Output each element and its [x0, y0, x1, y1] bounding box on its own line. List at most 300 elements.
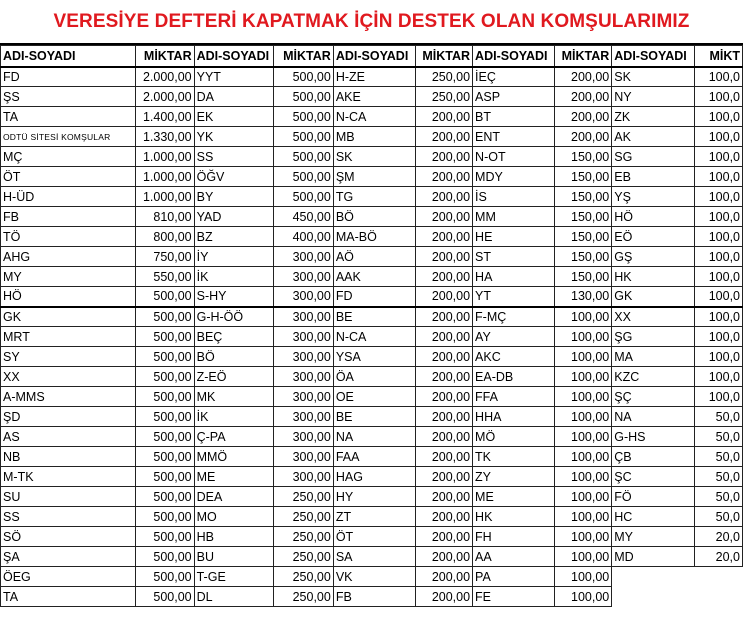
- donor-name-cell: ŞG: [612, 327, 695, 347]
- donor-amount-cell: 200,00: [415, 427, 472, 447]
- donor-name-cell: N-CA: [333, 327, 415, 347]
- header-amount: MİKT: [695, 46, 743, 67]
- donor-amount-cell: 1.400,00: [135, 107, 194, 127]
- donor-name-cell: FB: [1, 207, 136, 227]
- table-row: [1, 527, 743, 547]
- donor-name-cell: ZY: [473, 467, 555, 487]
- donor-name-cell: MB: [333, 127, 415, 147]
- empty-cell: [612, 567, 695, 587]
- donor-name-cell: HK: [612, 267, 695, 287]
- donor-amount-cell: 300,00: [274, 287, 334, 307]
- donor-amount-cell: 2.000,00: [135, 87, 194, 107]
- donor-name-cell: ST: [473, 247, 555, 267]
- donor-name-cell: MM: [473, 207, 555, 227]
- donor-amount-cell: 500,00: [274, 107, 334, 127]
- donor-amount-cell: 100,0: [695, 267, 743, 287]
- donor-name-cell: ZK: [612, 107, 695, 127]
- donor-name-cell: ODTÜ SİTESİ KOMŞULAR: [1, 127, 136, 147]
- title-bar: [0, 0, 743, 45]
- donor-amount-cell: 800,00: [135, 227, 194, 247]
- donor-name-cell: HB: [194, 527, 274, 547]
- donor-amount-cell: 500,00: [274, 167, 334, 187]
- donor-name-cell: FD: [333, 287, 415, 307]
- header-amount: MİKTAR: [274, 46, 334, 67]
- donor-name-cell: MMÖ: [194, 447, 274, 467]
- donor-amount-cell: 200,00: [415, 547, 472, 567]
- donor-name-cell: HÖ: [1, 287, 136, 307]
- donor-amount-cell: 300,00: [274, 407, 334, 427]
- donor-name-cell: BE: [333, 407, 415, 427]
- donor-amount-cell: 100,00: [555, 527, 612, 547]
- donor-name-cell: SS: [194, 147, 274, 167]
- donor-amount-cell: 500,00: [135, 547, 194, 567]
- table-row: [1, 487, 743, 507]
- donor-amount-cell: 200,00: [415, 327, 472, 347]
- donor-name-cell: TG: [333, 187, 415, 207]
- donor-amount-cell: 500,00: [135, 467, 194, 487]
- donor-name-cell: ÖEG: [1, 567, 136, 587]
- donor-name-cell: M-TK: [1, 467, 136, 487]
- donor-amount-cell: 250,00: [274, 547, 334, 567]
- donor-name-cell: FE: [473, 587, 555, 607]
- header-name: ADI-SOYADI: [333, 46, 415, 67]
- donor-amount-cell: 500,00: [135, 487, 194, 507]
- donor-amount-cell: 500,00: [135, 507, 194, 527]
- donor-name-cell: HC: [612, 507, 695, 527]
- donor-amount-cell: 100,00: [555, 367, 612, 387]
- donor-name-cell: AÖ: [333, 247, 415, 267]
- donor-amount-cell: 200,00: [415, 347, 472, 367]
- donor-name-cell: ŞÇ: [612, 387, 695, 407]
- donor-name-cell: MA-BÖ: [333, 227, 415, 247]
- donor-amount-cell: 500,00: [135, 567, 194, 587]
- donor-amount-cell: 100,00: [555, 547, 612, 567]
- table-row: [1, 467, 743, 487]
- donor-name-cell: ŞS: [1, 87, 136, 107]
- donor-name-cell: N-CA: [333, 107, 415, 127]
- donor-name-cell: İK: [194, 407, 274, 427]
- donor-amount-cell: 500,00: [274, 187, 334, 207]
- donor-amount-cell: 50,0: [695, 467, 743, 487]
- donor-amount-cell: 150,00: [555, 227, 612, 247]
- donor-name-cell: FAA: [333, 447, 415, 467]
- donor-amount-cell: 550,00: [135, 267, 194, 287]
- donor-amount-cell: 50,0: [695, 407, 743, 427]
- donor-name-cell: GK: [612, 287, 695, 307]
- donor-amount-cell: 20,0: [695, 527, 743, 547]
- donor-name-cell: G-H-ÖÖ: [194, 307, 274, 327]
- donor-name-cell: GK: [1, 307, 136, 327]
- donor-name-cell: DEA: [194, 487, 274, 507]
- donor-name-cell: AHG: [1, 247, 136, 267]
- donor-amount-cell: 200,00: [415, 527, 472, 547]
- table-row: [1, 87, 743, 107]
- donor-name-cell: HÖ: [612, 207, 695, 227]
- header-amount: MİKTAR: [555, 46, 612, 67]
- donor-name-cell: MRT: [1, 327, 136, 347]
- donor-amount-cell: 100,00: [555, 487, 612, 507]
- donor-name-cell: İY: [194, 247, 274, 267]
- donor-name-cell: HA: [473, 267, 555, 287]
- donor-name-cell: MD: [612, 547, 695, 567]
- donor-name-cell: YAD: [194, 207, 274, 227]
- donor-amount-cell: 500,00: [135, 407, 194, 427]
- donor-name-cell: AA: [473, 547, 555, 567]
- donor-amount-cell: 250,00: [274, 567, 334, 587]
- donor-name-cell: BY: [194, 187, 274, 207]
- donor-amount-cell: 100,00: [555, 447, 612, 467]
- donor-amount-cell: 200,00: [415, 147, 472, 167]
- donor-name-cell: BU: [194, 547, 274, 567]
- donor-name-cell: GŞ: [612, 247, 695, 267]
- table-row: [1, 327, 743, 347]
- donor-name-cell: AKE: [333, 87, 415, 107]
- table-row: [1, 227, 743, 247]
- donor-name-cell: TK: [473, 447, 555, 467]
- donor-name-cell: ASP: [473, 87, 555, 107]
- donor-table-container: [0, 45, 743, 625]
- donor-name-cell: EB: [612, 167, 695, 187]
- donor-amount-cell: 20,0: [695, 547, 743, 567]
- donor-amount-cell: 300,00: [274, 467, 334, 487]
- donor-name-cell: N-OT: [473, 147, 555, 167]
- donor-amount-cell: 450,00: [274, 207, 334, 227]
- donor-amount-cell: 200,00: [415, 127, 472, 147]
- donor-name-cell: ME: [473, 487, 555, 507]
- donor-amount-cell: 500,00: [274, 147, 334, 167]
- donor-amount-cell: 250,00: [274, 487, 334, 507]
- donor-amount-cell: 200,00: [415, 187, 472, 207]
- donor-name-cell: ŞD: [1, 407, 136, 427]
- empty-cell: [695, 587, 743, 607]
- donor-amount-cell: 1.330,00: [135, 127, 194, 147]
- donor-amount-cell: 100,0: [695, 387, 743, 407]
- header-name: ADI-SOYADI: [194, 46, 274, 67]
- donor-amount-cell: 1.000,00: [135, 167, 194, 187]
- donor-amount-cell: 200,00: [415, 287, 472, 307]
- donor-name-cell: EÖ: [612, 227, 695, 247]
- donor-amount-cell: 100,00: [555, 347, 612, 367]
- donor-amount-cell: 500,00: [135, 427, 194, 447]
- donor-name-cell: DL: [194, 587, 274, 607]
- donor-name-cell: HHA: [473, 407, 555, 427]
- donor-name-cell: AAK: [333, 267, 415, 287]
- donor-amount-cell: 150,00: [555, 267, 612, 287]
- donor-amount-cell: 100,00: [555, 427, 612, 447]
- donor-name-cell: FH: [473, 527, 555, 547]
- donor-amount-cell: 150,00: [555, 147, 612, 167]
- page-title: VERESİYE DEFTERİ KAPATMAK İÇİN DESTEK OLAN KOMŞULARIMIZ: [53, 10, 690, 32]
- donor-amount-cell: 100,0: [695, 287, 743, 307]
- donor-name-cell: MK: [194, 387, 274, 407]
- donor-name-cell: ÖĞV: [194, 167, 274, 187]
- donor-name-cell: EA-DB: [473, 367, 555, 387]
- donor-amount-cell: 100,0: [695, 247, 743, 267]
- header-name: ADI-SOYADI: [473, 46, 555, 67]
- table-row: [1, 127, 743, 147]
- donor-amount-cell: 100,00: [555, 507, 612, 527]
- donor-name-cell: ZT: [333, 507, 415, 527]
- donor-amount-cell: 2.000,00: [135, 67, 194, 87]
- donor-name-cell: H-ZE: [333, 67, 415, 87]
- donor-name-cell: SG: [612, 147, 695, 167]
- donor-amount-cell: 500,00: [135, 287, 194, 307]
- table-row: [1, 547, 743, 567]
- donor-amount-cell: 500,00: [274, 127, 334, 147]
- donor-amount-cell: 200,00: [555, 107, 612, 127]
- donor-name-cell: SÖ: [1, 527, 136, 547]
- donor-name-cell: YSA: [333, 347, 415, 367]
- donor-amount-cell: 810,00: [135, 207, 194, 227]
- donor-amount-cell: 200,00: [415, 167, 472, 187]
- donor-amount-cell: 50,0: [695, 427, 743, 447]
- donor-name-cell: ŞM: [333, 167, 415, 187]
- donor-name-cell: YŞ: [612, 187, 695, 207]
- table-row: [1, 587, 743, 607]
- donor-name-cell: NA: [333, 427, 415, 447]
- table-row: [1, 427, 743, 447]
- donor-name-cell: SU: [1, 487, 136, 507]
- donor-name-cell: HK: [473, 507, 555, 527]
- table-row: [1, 187, 743, 207]
- donor-amount-cell: 200,00: [415, 367, 472, 387]
- donor-amount-cell: 400,00: [274, 227, 334, 247]
- donor-name-cell: BE: [333, 307, 415, 327]
- donor-name-cell: AK: [612, 127, 695, 147]
- donor-amount-cell: 50,0: [695, 447, 743, 467]
- donor-amount-cell: 100,0: [695, 167, 743, 187]
- donor-amount-cell: 500,00: [135, 347, 194, 367]
- donor-name-cell: YYT: [194, 67, 274, 87]
- donor-name-cell: MDY: [473, 167, 555, 187]
- donor-amount-cell: 500,00: [135, 327, 194, 347]
- donor-amount-cell: 100,0: [695, 67, 743, 87]
- donor-name-cell: MY: [612, 527, 695, 547]
- donor-name-cell: ÇB: [612, 447, 695, 467]
- donor-amount-cell: 100,0: [695, 107, 743, 127]
- donor-amount-cell: 300,00: [274, 267, 334, 287]
- table-row: [1, 567, 743, 587]
- donor-name-cell: BT: [473, 107, 555, 127]
- donor-name-cell: SA: [333, 547, 415, 567]
- donor-name-cell: TA: [1, 587, 136, 607]
- donor-amount-cell: 300,00: [274, 247, 334, 267]
- donor-name-cell: XX: [1, 367, 136, 387]
- donor-name-cell: T-GE: [194, 567, 274, 587]
- table-row: [1, 447, 743, 467]
- donor-amount-cell: 200,00: [415, 587, 472, 607]
- donor-name-cell: FD: [1, 67, 136, 87]
- table-row: [1, 407, 743, 427]
- donor-amount-cell: 300,00: [274, 307, 334, 327]
- donor-amount-cell: 500,00: [135, 527, 194, 547]
- donor-name-cell: NY: [612, 87, 695, 107]
- donor-name-cell: TÖ: [1, 227, 136, 247]
- donor-amount-cell: 100,00: [555, 327, 612, 347]
- donor-amount-cell: 100,00: [555, 307, 612, 327]
- donor-amount-cell: 300,00: [274, 447, 334, 467]
- donor-amount-cell: 100,0: [695, 127, 743, 147]
- donor-amount-cell: 100,00: [555, 467, 612, 487]
- donor-name-cell: F-MÇ: [473, 307, 555, 327]
- donor-name-cell: AKC: [473, 347, 555, 367]
- donor-amount-cell: 200,00: [415, 307, 472, 327]
- donor-amount-cell: 100,0: [695, 227, 743, 247]
- table-row: [1, 207, 743, 227]
- donor-table: [0, 45, 743, 607]
- donor-amount-cell: 250,00: [274, 587, 334, 607]
- header-row: [1, 46, 743, 67]
- table-row: [1, 147, 743, 167]
- donor-amount-cell: 100,0: [695, 367, 743, 387]
- donor-name-cell: İEÇ: [473, 67, 555, 87]
- donor-name-cell: ME: [194, 467, 274, 487]
- table-row: [1, 267, 743, 287]
- donor-name-cell: YK: [194, 127, 274, 147]
- donor-amount-cell: 750,00: [135, 247, 194, 267]
- table-body: [1, 67, 743, 607]
- donor-amount-cell: 200,00: [415, 107, 472, 127]
- donor-amount-cell: 200,00: [415, 387, 472, 407]
- donor-amount-cell: 250,00: [415, 87, 472, 107]
- donor-name-cell: İK: [194, 267, 274, 287]
- table-row: [1, 67, 743, 87]
- donor-amount-cell: 200,00: [415, 407, 472, 427]
- donor-name-cell: BÖ: [194, 347, 274, 367]
- donor-name-cell: BZ: [194, 227, 274, 247]
- donor-name-cell: PA: [473, 567, 555, 587]
- donor-name-cell: AS: [1, 427, 136, 447]
- donor-amount-cell: 200,00: [415, 507, 472, 527]
- donor-amount-cell: 250,00: [415, 67, 472, 87]
- donor-amount-cell: 100,00: [555, 407, 612, 427]
- table-row: [1, 507, 743, 527]
- donor-name-cell: NB: [1, 447, 136, 467]
- donor-name-cell: OE: [333, 387, 415, 407]
- donor-name-cell: ÖA: [333, 367, 415, 387]
- donor-amount-cell: 100,0: [695, 307, 743, 327]
- donor-name-cell: KZC: [612, 367, 695, 387]
- donor-amount-cell: 300,00: [274, 347, 334, 367]
- donor-amount-cell: 300,00: [274, 427, 334, 447]
- donor-name-cell: TA: [1, 107, 136, 127]
- donor-amount-cell: 500,00: [135, 587, 194, 607]
- donor-amount-cell: 500,00: [135, 447, 194, 467]
- table-row: [1, 247, 743, 267]
- donor-amount-cell: 100,0: [695, 327, 743, 347]
- donor-name-cell: SK: [333, 147, 415, 167]
- donor-amount-cell: 150,00: [555, 187, 612, 207]
- donor-amount-cell: 1.000,00: [135, 147, 194, 167]
- donor-name-cell: SS: [1, 507, 136, 527]
- donor-amount-cell: 100,00: [555, 567, 612, 587]
- table-row: [1, 107, 743, 127]
- donor-amount-cell: 300,00: [274, 367, 334, 387]
- table-row: [1, 307, 743, 327]
- donor-name-cell: AY: [473, 327, 555, 347]
- donor-amount-cell: 200,00: [415, 267, 472, 287]
- table-row: [1, 367, 743, 387]
- donor-name-cell: VK: [333, 567, 415, 587]
- donor-amount-cell: 200,00: [555, 67, 612, 87]
- donor-amount-cell: 100,00: [555, 387, 612, 407]
- donor-amount-cell: 150,00: [555, 207, 612, 227]
- donor-amount-cell: 500,00: [135, 307, 194, 327]
- donor-amount-cell: 100,0: [695, 347, 743, 367]
- donor-name-cell: MA: [612, 347, 695, 367]
- donor-amount-cell: 200,00: [555, 127, 612, 147]
- donor-name-cell: Z-EÖ: [194, 367, 274, 387]
- donor-name-cell: YT: [473, 287, 555, 307]
- donor-name-cell: BEÇ: [194, 327, 274, 347]
- donor-name-cell: SK: [612, 67, 695, 87]
- donor-name-cell: ÖT: [333, 527, 415, 547]
- donor-amount-cell: 200,00: [415, 467, 472, 487]
- donor-name-cell: ÖT: [1, 167, 136, 187]
- donor-amount-cell: 500,00: [135, 387, 194, 407]
- donor-amount-cell: 100,0: [695, 87, 743, 107]
- donor-amount-cell: 50,0: [695, 507, 743, 527]
- donor-name-cell: BÖ: [333, 207, 415, 227]
- table-row: [1, 347, 743, 367]
- donor-amount-cell: 200,00: [415, 487, 472, 507]
- donor-name-cell: HAG: [333, 467, 415, 487]
- donor-name-cell: S-HY: [194, 287, 274, 307]
- donor-name-cell: FFA: [473, 387, 555, 407]
- donor-amount-cell: 150,00: [555, 247, 612, 267]
- donor-name-cell: ENT: [473, 127, 555, 147]
- donor-name-cell: MÇ: [1, 147, 136, 167]
- header-name: ADI-SOYADI: [1, 46, 136, 67]
- donor-name-cell: H-ÜD: [1, 187, 136, 207]
- donor-name-cell: Ç-PA: [194, 427, 274, 447]
- donor-amount-cell: 200,00: [415, 447, 472, 467]
- donor-amount-cell: 150,00: [555, 167, 612, 187]
- empty-cell: [695, 567, 743, 587]
- donor-name-cell: XX: [612, 307, 695, 327]
- donor-amount-cell: 300,00: [274, 327, 334, 347]
- donor-name-cell: MÖ: [473, 427, 555, 447]
- donor-name-cell: EK: [194, 107, 274, 127]
- header-amount: MİKTAR: [135, 46, 194, 67]
- donor-amount-cell: 200,00: [415, 207, 472, 227]
- donor-name-cell: HY: [333, 487, 415, 507]
- donor-amount-cell: 100,0: [695, 207, 743, 227]
- donor-amount-cell: 130,00: [555, 287, 612, 307]
- donor-name-cell: ŞA: [1, 547, 136, 567]
- table-row: [1, 287, 743, 307]
- donor-amount-cell: 50,0: [695, 487, 743, 507]
- donor-amount-cell: 500,00: [274, 67, 334, 87]
- donor-name-cell: MY: [1, 267, 136, 287]
- donor-name-cell: İS: [473, 187, 555, 207]
- donor-amount-cell: 1.000,00: [135, 187, 194, 207]
- donor-name-cell: G-HS: [612, 427, 695, 447]
- donor-name-cell: DA: [194, 87, 274, 107]
- donor-amount-cell: 100,00: [555, 587, 612, 607]
- donor-amount-cell: 250,00: [274, 527, 334, 547]
- donor-amount-cell: 100,0: [695, 187, 743, 207]
- donor-name-cell: SY: [1, 347, 136, 367]
- donor-name-cell: HE: [473, 227, 555, 247]
- donor-amount-cell: 500,00: [135, 367, 194, 387]
- table-row: [1, 387, 743, 407]
- header-name: ADI-SOYADI: [612, 46, 695, 67]
- donor-amount-cell: 300,00: [274, 387, 334, 407]
- donor-amount-cell: 200,00: [415, 227, 472, 247]
- donor-amount-cell: 200,00: [415, 247, 472, 267]
- donor-name-cell: MO: [194, 507, 274, 527]
